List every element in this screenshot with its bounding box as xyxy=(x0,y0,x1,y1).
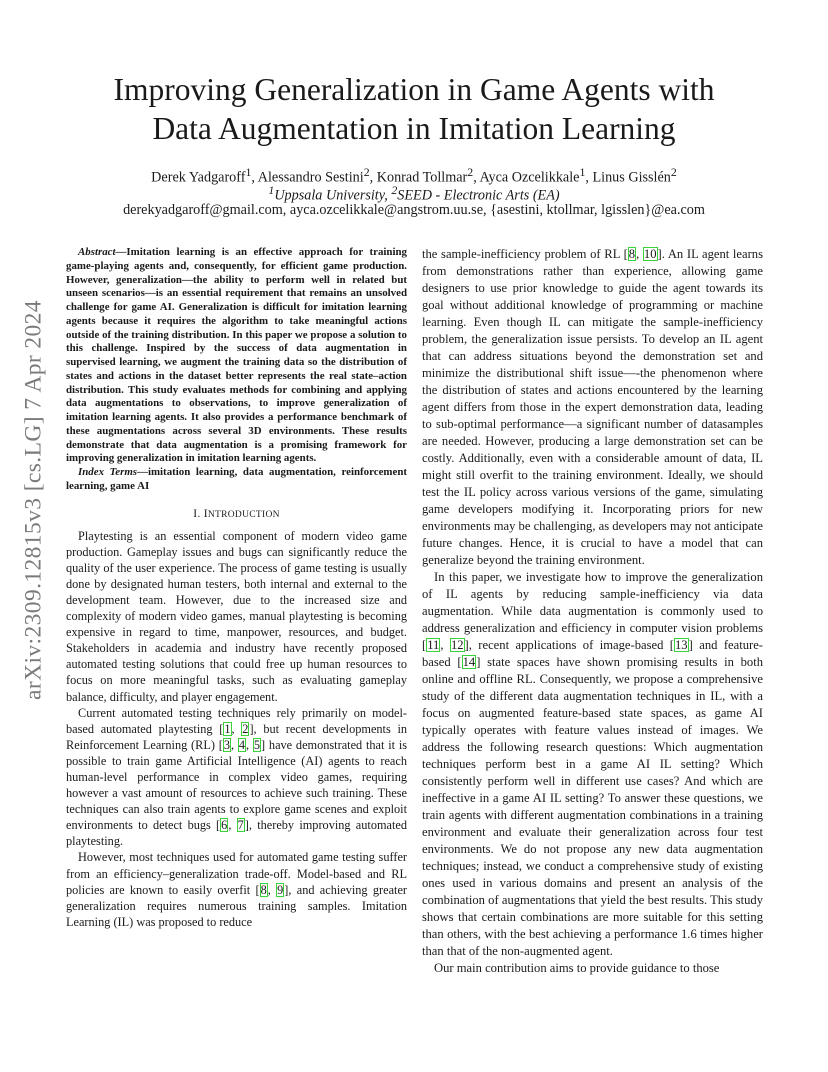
author-affil-mark: 2 xyxy=(467,165,474,179)
author-name: Ayca Ozcelikkale xyxy=(479,169,580,186)
citation-link[interactable]: 6 xyxy=(221,818,228,833)
citation-link[interactable]: 8 xyxy=(628,247,636,261)
text-run: ], and achieving greater generalization requires numerous training samples. Imitation Learning (IL) was proposed to reduce xyxy=(66,882,407,929)
citation-link[interactable]: 11 xyxy=(427,638,440,652)
title-line-1: Improving Generalization in Game Agents with xyxy=(113,72,715,107)
citation-link[interactable]: 10 xyxy=(643,247,657,261)
author-affil-mark: 1 xyxy=(245,165,252,179)
section-title-rest: NTRODUCTION xyxy=(207,509,280,520)
affil-mark: 2 xyxy=(391,183,398,197)
author-name: Konrad Tollmar xyxy=(376,169,468,186)
section-title-initial: I xyxy=(203,507,208,520)
section-heading xyxy=(66,506,407,523)
paragraph: Playtesting is an essential component of modern video game production. Gameplay issues and bugs can significantly reduce the quality of the user experience. The process of game testing is usually done by designated human testers, both internal and external to the development team. However, due to the increased size and complexity of modern video games, manual playtesting is becoming expensive in regard to time, manpower, resources, and budget. Stakeholders in academia and industry have recently proposed automated testing solutions that could free up human resources to focus on more meaningful tasks, such as evaluating gameplay balance, difficulty, and player engagement. xyxy=(66,528,407,704)
paragraph: In this paper, we investigate how to improve the generalization of IL agents by reducing sample-inefficiency via data augmentation. While data augmentation is commonly used to address generalization and efficiency in computer vision problems [11, 12], recent applications of image-based [13] and feature-based [14] state spaces have shown promising results in both online and offline RL. Consequently, we propose a comprehensive study of the different data augmentation techniques in IL, with a focus on augmented feature-based state spaces, as game AI typically operates with feature values instead of images. We address the following research questions: Which augmentation techniques perform best in a game AI IL setting? Which consistently perform well in different use cases? And which are ineffective in a game AI IL setting? To answer these questions, we train agents with different augmentation combinations in a training environment and evaluate their generalization across four test environments. We do not propose any new data augmentation techniques; instead, we conduct a comprehensive study of existing ones used in various domains and present an analysis of the combination of augmentations that yield the best results. This study shows that certain combinations are more suitable for this setting than others, with the best achieving a performance 1.6 times higher than that of the non-augmented agent. xyxy=(422,570,763,958)
index-terms-text: —imitation learning, data augmentation, reinforcement learning, game AI xyxy=(66,466,408,492)
affil-name: SEED - Electronic Arts (EA) xyxy=(397,187,560,204)
left-column xyxy=(66,246,407,930)
text-run: the sample-inefficiency problem of RL [ xyxy=(422,247,628,261)
author-emails: derekyadgaroff@gmail.com, ayca.ozcelikkale@angstrom.uu.se, {asestini, ktollmar, lgisslen}@ea.com xyxy=(123,202,705,218)
arxiv-identifier-text: arXiv:2309.12815v3 [cs.LG] 7 Apr 2024 xyxy=(20,300,47,700)
paragraph: However, most techniques used for automated game testing suffer from an efficiency–generalization trade-off. Model-based and RL policies are known to easily overfit [8, 9], and achieving greater generalization requires numerous training samples. Imitation Learning (IL) was proposed to reduce xyxy=(66,850,407,929)
abstract-text: —Imitation learning is an effective approach for training game-playing agents and, consequently, for efficient game production. However, generalization—the ability to perform well in related but unseen scenarios—is an essential requirement that remains an unsolved challenge for game AI. Generalization is difficult for imitation learning agents because it requires the algorithm to take meaningful actions outside of the training distribution. In this paper we propose a solution to this challenge. Inspired by the success of data augmentation in supervised learning, we augment the training data so the distribution of states and actions in the dataset better represents the real state–action distribution. This study evaluates methods for combining and applying data augmentations to observations, to improve generalization of imitation learning agents. It also provides a performance benchmark of these augmentations across several 3D environments. These results demonstrate that data augmentation is a promising framework for improving generalization in imitation learning agents. xyxy=(66,246,407,465)
text-run: ] have demonstrated that it is possible to train game Artificial Intelligence (AI) agents to reach human-level performance in complex video games, requiring however a vast amount of resources to achieve such training. These techniques can also train agents to explore game scenes and exploit environments to detect bugs [ xyxy=(66,737,408,833)
text-run: ], thereby improving automated playtesting. xyxy=(66,818,408,849)
arxiv-identifier xyxy=(14,290,54,710)
title-line-2: Data Augmentation in Imitation Learning xyxy=(152,111,676,146)
text-run: ], but recent developments in Reinforcement Learning (RL) [ xyxy=(66,721,408,752)
citation-link[interactable]: 8 xyxy=(260,882,267,897)
citation-link[interactable]: 12 xyxy=(450,638,464,652)
text-run: However, most techniques used for automated game testing suffer from an efficiency–generalization trade-off. Model-based and RL policies are known to easily overfit [ xyxy=(66,850,407,897)
author-name: Derek Yadgaroff xyxy=(151,169,246,186)
right-column xyxy=(422,246,763,977)
abstract xyxy=(66,246,407,466)
author-name: Alessandro Sestini xyxy=(257,169,364,186)
author-affil-mark: 2 xyxy=(670,165,677,179)
paragraph: the sample-inefficiency problem of RL [8, 10]. An IL agent learns from demonstrations rather than experience, allowing game designers to use prior knowledge to guide the agent towards its goal without additional knowledge of programming or machine learning. Even though IL can mitigate the sample-inefficiency problem, the generalization issue persists. To develop an IL agent that can address situations beyond the demonstration set and minimize the distributional shift issue—-the phenomenon where the distribution of states and actions encountered by the learning agent differs from those in the expert demonstration data, leading to sub-optimal performance—a significant number of datasamples are needed. However, producing a large demonstration set can be costly. Additionally, even with a considerable amount of data, IL might still overfit to the training environment. Ideally, we should test the IL policy across various versions of the game, simulating game developers modifying it. Incorporating priors for new environments may be challenging, as developers may not anticipate future changes. Hence, it is crucial to have a model that can generalize beyond the training environment. xyxy=(422,247,763,567)
author-affil-mark: 1 xyxy=(579,165,586,179)
paragraph: Current automated testing techniques rely primarily on model-based automated playtesting [1, 2], but recent developments in Reinforcement Learning (RL) [3, 4, 5] have demonstrated that it is possible to train game Artificial Intelligence (AI) agents to reach human-level performance in complex video games, requiring however a vast amount of resources to achieve such training. These techniques can also train agents to explore game scenes and exploit environments to detect bugs [6, 7], thereby improving automated playtesting. xyxy=(66,705,408,849)
author-affil-mark: 2 xyxy=(363,165,370,179)
affil-name: Uppsala University, xyxy=(274,187,392,204)
citation-link[interactable]: 14 xyxy=(462,655,476,669)
affil-mark: 1 xyxy=(268,183,275,197)
author-name: Linus Gisslén xyxy=(592,169,671,186)
text-run: ]. An IL agent learns from demonstrations rather than experience, allowing game designers to use prior knowledge to guide the agent towards its goal without additional knowledge of programming or machine learning. Even though IL can mitigate the sample-inefficiency problem, the generalization issue persists. To develop an IL agent that can address situations beyond the demonstration set and minimize the distributional shift issue—-the phenomenon where the distribution of states and actions encountered by the learning agent differs from those in the expert demonstration data, leading to sub-optimal performance—a significant number of datasamples are needed. However, producing a large demonstration set can be costly. Additionally, even with a considerable amount of data, IL might still overfit to the training environment. Ideally, we should test the IL policy across various versions of the game, simulating game developers modifying it. Incorporating priors for new environments may be challenging, as developers may not anticipate future changes. Hence, it is crucial to have a model that can generalize beyond the training environment. xyxy=(422,247,763,567)
paragraph: Our main contribution aims to provide guidance to those xyxy=(434,961,720,975)
citation-link[interactable]: 2 xyxy=(242,721,249,736)
paper-title xyxy=(60,70,768,148)
citation-link[interactable]: 4 xyxy=(238,737,246,752)
citation-link[interactable]: 1 xyxy=(224,721,231,736)
citation-link[interactable]: 5 xyxy=(253,737,261,752)
text-run: In this paper, we investigate how to improve the generalization of IL agents by reducing sample-inefficiency via data augmentation. While data augmentation is commonly used to address generalization and efficiency in computer vision problems [ xyxy=(422,570,763,652)
section-number: I. xyxy=(193,507,204,520)
text-run: ] and feature-based [ xyxy=(422,638,763,669)
index-terms-label: Index Terms xyxy=(78,466,138,478)
citation-link[interactable]: 3 xyxy=(223,737,230,752)
citation-link[interactable]: 7 xyxy=(237,818,244,833)
citation-link[interactable]: 9 xyxy=(277,882,284,897)
author-list: Derek Yadgaroff$^1$, Alessandro Sestini$^2$, Konrad Tollmar$^2$, Ayca Ozcelikkale$^1$, Linus Gisslén$^2$ xyxy=(151,165,677,186)
index-terms xyxy=(66,466,407,494)
citation-link[interactable]: 13 xyxy=(675,638,688,652)
text-run: ] state spaces have shown promising results in both online and offline RL. Consequently, we propose a comprehensive study of the different data augmentation techniques in IL, with a focus on augmented feature-based state spaces, as game AI typically operates with feature values instead of images. We address the following research questions: Which augmentation techniques perform best in a game AI IL setting? Which consistently perform well in different use cases? And which are ineffective in a game AI IL setting? To answer these questions, we train agents with different augmentation combinations in a training environment and evaluate their generalization across four test environments. We do not propose any new data augmentation techniques; instead, we conduct a comprehensive study of existing ones used in various domains and present an analysis of the combination of augmentations that yield the best results. This study shows that certain combinations are more suitable for this setting than others, with the best achieving a performance 1.6 times higher than that of the non-augmented agent. xyxy=(422,655,763,958)
abstract-label: Abstract xyxy=(78,246,116,258)
text-run: ], recent applications of image-based [ xyxy=(464,638,674,652)
text-run: Current automated testing techniques rely primarily on model-based automated playtesting [ xyxy=(66,705,407,736)
